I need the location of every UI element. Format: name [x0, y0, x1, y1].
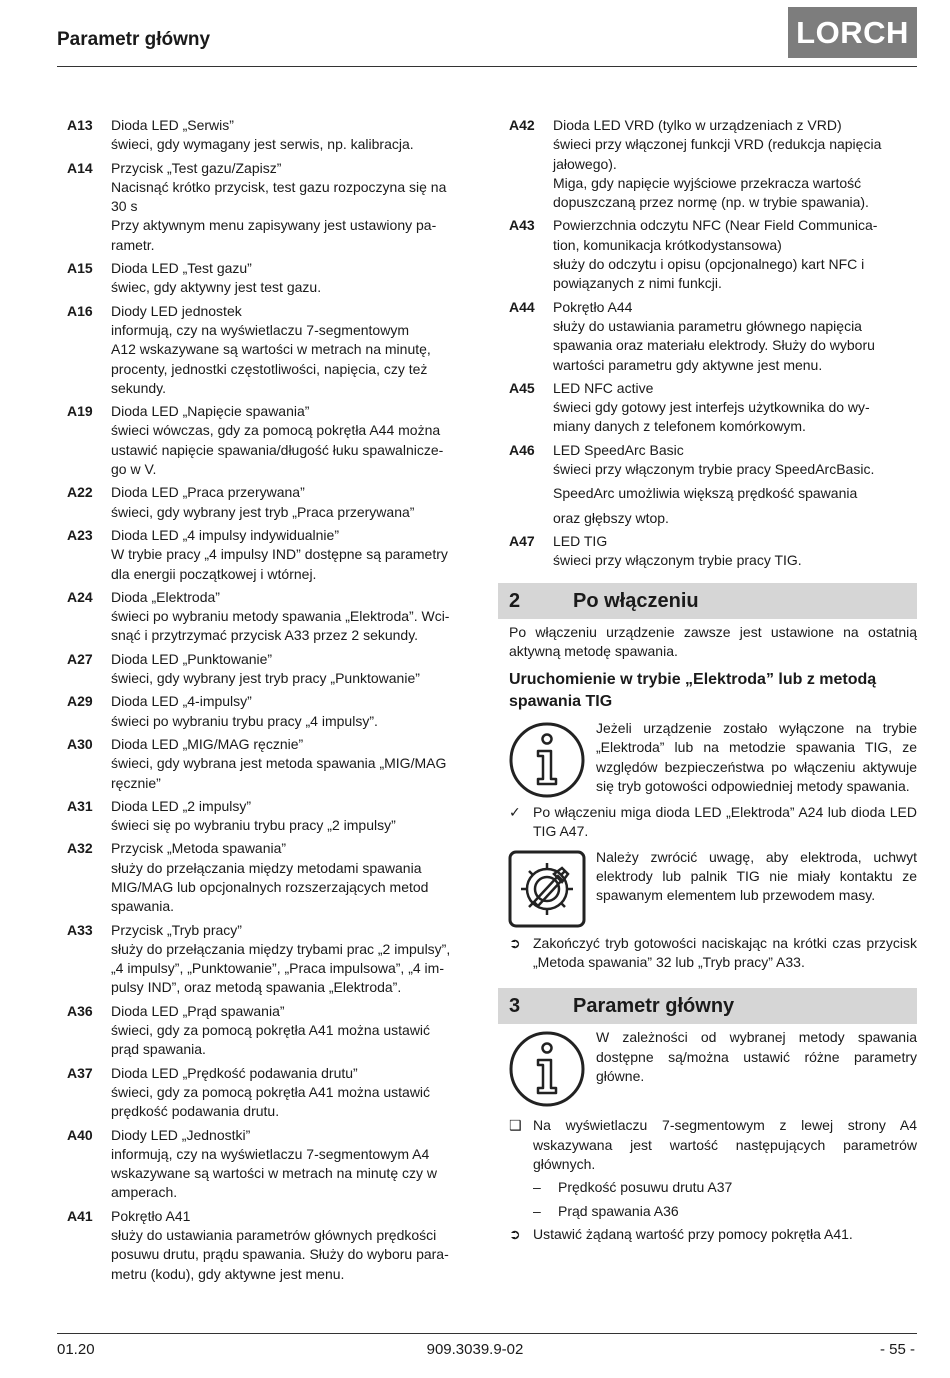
sub-item	[498, 1202, 917, 1221]
legend-code: A24	[67, 588, 93, 605]
legend-code: A23	[67, 526, 93, 543]
legend-line: Dioda LED „Punktowanie”	[111, 650, 273, 667]
legend-description	[111, 302, 475, 398]
legend-description	[111, 588, 475, 646]
legend-code: A45	[509, 379, 535, 396]
legend-description	[553, 379, 917, 437]
sub-item	[498, 1178, 917, 1197]
legend-code: A37	[67, 1064, 93, 1081]
section-2-title: Po włączeniu	[573, 589, 699, 612]
legend-code: A13	[67, 117, 93, 133]
checkbox-icon: ❑	[509, 1117, 522, 1134]
section-2-subheading: Uruchomienie w trybie „Elektroda” lub z metodą spawania TIG	[509, 671, 877, 711]
legend-line: służy do przełączania między metodami spawania	[111, 859, 422, 876]
legend-entry	[67, 402, 475, 479]
page-header-title: Parametr główny	[57, 29, 211, 50]
legend-line: Dioda LED „4 impulsy indywidualnie”	[111, 526, 339, 543]
footer-doc-number: 909.3039.9-02	[426, 1341, 524, 1358]
legend-entry	[67, 259, 475, 298]
legend-code: A15	[67, 260, 93, 277]
legend-entry	[67, 302, 475, 398]
legend-description	[553, 298, 917, 375]
legend-line: świeci przy włączonej funkcji VRD (redukcja napięcia	[553, 136, 882, 153]
legend-line: Miga, gdy napięcie wyjściowe przekracza wartość	[553, 174, 862, 191]
legend-code: A41	[67, 1207, 93, 1224]
legend-line: A12 wskazywane są wartości w metrach na minutę,	[111, 341, 431, 358]
header-divider	[57, 66, 917, 67]
legend-line: procenty, jednostki częstotliwości, napięcia, czy też	[111, 360, 428, 377]
legend-entry	[498, 116, 917, 212]
right-entry-list	[498, 116, 917, 571]
dash-icon: –	[533, 1179, 541, 1196]
legend-line: świec, gdy aktywny jest test gazu.	[111, 279, 322, 296]
legend-line: miany danych z telefonem komórkowym.	[553, 418, 806, 435]
legend-entry	[67, 483, 475, 522]
legend-code: A29	[67, 693, 93, 710]
legend-line: Powierzchnia odczytu NFC (Near Field Communica-	[553, 217, 878, 234]
legend-line: świeci, gdy wymagany jest serwis, np. kalibracja.	[111, 136, 414, 153]
legend-line: wskazywane są wartości w metrach na minutę czy w	[111, 1165, 437, 1182]
legend-line: Dioda LED „Serwis”	[111, 117, 234, 133]
legend-line: metru (kodu), gdy aktywne jest menu.	[111, 1265, 345, 1282]
legend-line: sekundy.	[111, 379, 166, 396]
action-item-2	[498, 1225, 917, 1244]
footer-date: 01.20	[57, 1341, 95, 1358]
legend-code: A33	[67, 921, 93, 938]
legend-line: służy do odczytu i opisu (opcjonalnego) kart NFC i	[553, 256, 865, 273]
action-item	[498, 934, 917, 973]
legend-line: posuwu drutu, prądu spawania. Służy do wyboru para-	[111, 1246, 449, 1263]
legend-line: Dioda LED „4-impulsy”	[111, 693, 252, 710]
section-2-intro: Po włączeniu urządzenie zawsze jest ustawione na ostatnią aktywną metodę spawania.	[509, 623, 917, 659]
legend-line: Diody LED jednostek	[111, 302, 242, 319]
legend-code: A42	[509, 117, 535, 133]
legend-line: LED NFC active	[553, 379, 654, 396]
legend-line: Dioda LED „Prędkość podawania drutu”	[111, 1064, 358, 1081]
legend-description	[111, 650, 475, 689]
legend-entry	[67, 1126, 475, 1203]
legend-line: jałowego).	[553, 155, 617, 172]
section-3-title: Parametr główny	[573, 995, 735, 1018]
legend-entry	[67, 1002, 475, 1060]
action-item-text-2: Ustawić żądaną wartość przy pomocy pokrętła A41.	[533, 1225, 853, 1242]
legend-entry	[67, 526, 475, 584]
info-icon	[508, 721, 586, 799]
legend-entry	[67, 839, 475, 916]
legend-code: A32	[67, 840, 93, 857]
legend-entry	[67, 1064, 475, 1122]
legend-entry	[498, 379, 917, 437]
legend-line: świeci przy włączonym trybie pracy TIG.	[553, 552, 802, 569]
legend-code: A31	[67, 797, 93, 814]
legend-line: służy do ustawiania parametrów głównych prędkości	[111, 1227, 437, 1244]
legend-line: świeci, gdy za pomocą pokrętła A41 można ustawić	[111, 1083, 431, 1100]
legend-line: SpeedArc umożliwia większą prędkość spawania	[553, 485, 858, 502]
legend-description	[111, 526, 475, 584]
legend-line: ustawić napięcie spawania/długość łuku spawalnicze-	[111, 441, 444, 458]
legend-line: tion, komunikacja krótkodystansowa)	[553, 236, 782, 253]
legend-line: amperach.	[111, 1184, 178, 1201]
legend-description	[111, 1002, 475, 1060]
warning-note-row	[498, 848, 917, 928]
info-note-text: Jeżeli urządzenie zostało wyłączone na trybie „Elektroda” lub na metodzie spawania TIG, ze względów bezpieczeństwa po włączeniu aktywuje się tryb gotowości odpowiedniej metody spawania.	[596, 720, 917, 795]
lorch-logo: LORCH	[788, 7, 917, 58]
warning-note-text: Należy zwrócić uwagę, aby elektroda, uchwyt elektrody lub palnik TIG nie miały kontaktu ze spawanym elementem lub przewodem masy.	[596, 848, 917, 904]
legend-code: A36	[67, 1002, 93, 1019]
legend-code: A14	[67, 159, 93, 176]
legend-description	[111, 1126, 475, 1203]
legend-line: Diody LED „Jednostki”	[111, 1126, 251, 1143]
legend-line: „4 impulsy”, „Punktowanie”, „Praca impulsowa”, „4 im-	[111, 960, 444, 977]
action-item-text: Zakończyć tryb gotowości naciskając na krótki czas przycisk „Metoda spawania” 32 lub „Tryb pracy” A33.	[533, 934, 917, 971]
legend-code: A43	[509, 217, 535, 234]
legend-line: Dioda LED VRD (tylko w urządzeniach z VRD)	[553, 117, 842, 133]
legend-entry	[67, 588, 475, 646]
legend-line: wartości parametru gdy aktywne jest menu.	[553, 356, 823, 373]
legend-entry	[498, 216, 917, 293]
legend-line: świeci, gdy wybrany jest tryb „Praca przerywana”	[111, 503, 415, 520]
legend-code: A46	[509, 441, 535, 458]
legend-description	[111, 402, 475, 479]
left-column	[67, 116, 475, 1288]
legend-line: 30 s	[111, 198, 138, 215]
legend-line: Przycisk „Tryb pracy”	[111, 921, 242, 938]
legend-description	[111, 1064, 475, 1122]
legend-description	[553, 532, 917, 571]
legend-line: świeci po wybraniu trybu pracy „4 impulsy”.	[111, 712, 378, 729]
legend-line: świeci gdy gotowy jest interfejs użytkownika do wy-	[553, 399, 870, 416]
legend-line: Dioda LED „2 impulsy”	[111, 797, 252, 814]
legend-entry	[67, 735, 475, 793]
box-item	[498, 1116, 917, 1174]
legend-line: świeci, gdy wybrany jest tryb pracy „Punktowanie”	[111, 670, 420, 687]
section-2-heading	[498, 583, 917, 619]
legend-line: Dioda LED „Prąd spawania”	[111, 1002, 285, 1019]
legend-line: LED SpeedArc Basic	[553, 441, 684, 458]
legend-line: rametr.	[111, 236, 155, 253]
info-note-row-2	[498, 1028, 917, 1108]
legend-line: Dioda LED „Praca przerywana”	[111, 484, 305, 501]
sub-item-text: Prędkość posuwu drutu A37	[558, 1179, 733, 1196]
legend-description	[111, 797, 475, 836]
check-icon: ✓	[509, 804, 521, 821]
legend-description	[111, 921, 475, 998]
legend-line: Dioda „Elektroda”	[111, 588, 220, 605]
legend-description	[553, 116, 917, 212]
legend-line: go w V.	[111, 461, 157, 478]
info-note-text-2: W zależności od wybranej metody spawania dostępne są/można ustawić różne parametry główne.	[596, 1029, 917, 1084]
section-3-heading	[498, 988, 917, 1024]
legend-code: A27	[67, 650, 93, 667]
legend-line: snąć i przytrzymać przycisk A33 przez 2 sekundy.	[111, 627, 419, 644]
legend-line: spawania oraz materiału elektrody. Służy do wyboru	[553, 337, 875, 354]
legend-code: A30	[67, 735, 93, 752]
footer-divider	[57, 1333, 917, 1334]
section-2-number: 2	[509, 589, 521, 612]
legend-line: powiązanych z nimi funkcji.	[553, 275, 722, 292]
legend-description	[111, 735, 475, 793]
legend-line: prędkość podawania drutu.	[111, 1103, 280, 1120]
legend-description	[111, 1207, 475, 1284]
legend-line: świeci przy włączonym trybie pracy SpeedArcBasic.	[553, 461, 875, 478]
legend-code: A22	[67, 484, 93, 501]
legend-line: świeci, gdy za pomocą pokrętła A41 można ustawić	[111, 1022, 431, 1039]
legend-description	[111, 116, 475, 155]
legend-entry	[67, 921, 475, 998]
legend-line: dla energii początkowej i wtórnej.	[111, 565, 317, 582]
legend-code: A16	[67, 302, 93, 319]
legend-line: informują, czy na wyświetlaczu 7-segmentowym A4	[111, 1145, 430, 1162]
legend-entry	[498, 298, 917, 375]
legend-line: Nacisnąć krótko przycisk, test gazu rozpoczyna się na	[111, 178, 447, 195]
legend-line: służy do ustawiania parametru głównego napięcia	[553, 317, 862, 334]
legend-line: Dioda LED „Napięcie spawania”	[111, 403, 310, 420]
check-item	[498, 803, 917, 842]
legend-code: A19	[67, 403, 93, 420]
legend-description	[111, 692, 475, 731]
legend-line: spawania.	[111, 898, 175, 915]
legend-line: służy do przełączania między trybami prac „2 impulsy”,	[111, 940, 451, 957]
legend-line: Przy aktywnym menu zapisywany jest ustawiony pa-	[111, 217, 437, 234]
legend-line: Dioda LED „Test gazu”	[111, 260, 252, 277]
dash-icon: –	[533, 1202, 541, 1219]
right-column	[498, 116, 917, 1244]
legend-line: W trybie pracy „4 impulsy IND” dostępne są parametry	[111, 546, 448, 563]
gear-warning-icon	[508, 850, 586, 928]
legend-line: Dioda LED „MIG/MAG ręcznie”	[111, 735, 304, 752]
legend-entry	[67, 650, 475, 689]
legend-entry	[67, 116, 475, 155]
legend-line: Pokrętło A41	[111, 1207, 191, 1224]
legend-line: LED TIG	[553, 532, 608, 549]
legend-description	[553, 441, 917, 528]
legend-line: prąd spawania.	[111, 1041, 206, 1058]
legend-entry	[67, 692, 475, 731]
legend-description	[111, 259, 475, 298]
legend-description	[111, 159, 475, 255]
legend-code: A40	[67, 1126, 93, 1143]
legend-line: świeci się po wybraniu trybu pracy „2 impulsy”	[111, 817, 396, 834]
box-item-text: Na wyświetlaczu 7-segmentowym z lewej strony A4 wskazywana jest wartość następujących parametrów głównych.	[533, 1117, 917, 1172]
info-icon	[508, 1030, 586, 1108]
legend-line: świeci wówczas, gdy za pomocą pokrętła A44 można	[111, 422, 441, 439]
legend-line: Pokrętło A44	[553, 298, 633, 315]
sub-item-text: Prąd spawania A36	[558, 1202, 679, 1219]
legend-entry	[498, 532, 917, 571]
action-arrow-icon: ➲	[509, 934, 521, 951]
action-arrow-icon: ➲	[509, 1225, 521, 1242]
legend-line: dopuszczaną przez normę (np. w trybie spawania).	[553, 194, 869, 211]
legend-entry	[498, 441, 917, 528]
legend-entry	[67, 797, 475, 836]
legend-code: A44	[509, 298, 535, 315]
legend-entry	[67, 1207, 475, 1284]
info-note-row	[498, 719, 917, 799]
legend-entry	[67, 159, 475, 255]
legend-line: Przycisk „Metoda spawania”	[111, 840, 287, 857]
legend-line: pulsy IND”, oraz metodą spawania „Elektroda”.	[111, 979, 402, 996]
legend-line: świeci po wybraniu metody spawania „Elektroda”. Wci-	[111, 608, 450, 625]
legend-line: oraz głębszy wtop.	[553, 509, 669, 526]
legend-line: MIG/MAG lub opcjonalnych rozszerzających metod	[111, 878, 429, 895]
legend-line: informują, czy na wyświetlaczu 7-segmentowym	[111, 321, 409, 338]
legend-description	[111, 839, 475, 916]
legend-code: A47	[509, 532, 535, 549]
legend-line: Przycisk „Test gazu/Zapisz”	[111, 159, 282, 176]
legend-line: ręcznie”	[111, 774, 161, 791]
legend-line: świeci, gdy wybrana jest metoda spawania „MIG/MAG	[111, 755, 447, 772]
section-3-number: 3	[509, 995, 521, 1018]
check-item-text: Po włączeniu miga dioda LED „Elektroda” A24 lub dioda LED TIG A47.	[533, 804, 917, 840]
legend-description	[111, 483, 475, 522]
legend-description	[553, 216, 917, 293]
footer-page-number: - 55 -	[879, 1341, 915, 1358]
